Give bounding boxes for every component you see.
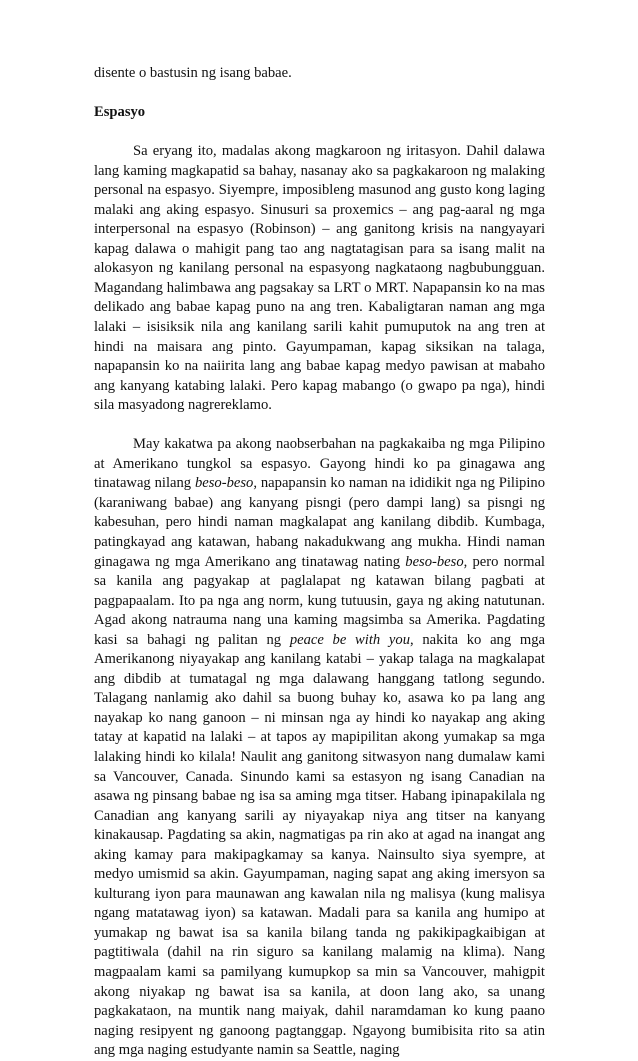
italic-term: beso-beso	[194, 475, 254, 492]
italic-term: beso-beso	[405, 553, 464, 570]
section-heading: Espasyo	[94, 104, 146, 121]
paragraph-proxemics: Sa eryang ito, madalas akong magkaroon ng iritasyon. Dahil dalawa lang kaming magkapatid sa bahay, nasanay ako sa pagkakaroon ng malaking personal na espasyo. Siyempre, imposibleng masunod ang gusto kong laging malaki ang aking espasyo. Sinusuri sa proxemics – ang pag-aaral ng mga interpersonal na espasyo (Robinson) – ang ganitong krisis na nangyayari kapag dalawa o mahigit pang tao ang nagtatagisan para sa isang malit na alokasyon ng kanilang personal na espasyong nagkataong nagbubungguan. Magandang halimbawa ang pagsakay sa LRT o MRT. Napapansin ko na mas delikado ang babae kapag puno na ang tren. Kabaligtaran naman ang mga lalaki – isisiksik nila ang kanilang sarili kahit pumuputok na ang tren at hindi na maisara ang pinto. Gayumpaman, kapag siksikan na talaga, napapansin ko na naiirita lang ang babae kapag medyo pawisan at mabaho ang kanyang katabing lalaki. Pero kapag mabango (o gwapo pa nga), hindi sila masyadong nagrereklamo.	[94, 143, 545, 414]
paragraph-text: , nakita ko ang mga Amerikanong niyayakap ang kanilang katabi – yakap talaga na magkalapat ang dibdib at tumatagal ng mga dalawang hanggang tatlong segundo. Talagang nanlamig ako dahil sa buong buhay ko, asawa ko pa lang ang nayakap ko nang ganoon – ni minsan nga ay hindi ko nayakap ang aking tatay at kapatid na lalaki – at tapos ay mapipilitan akong yumakap sa mga lalaking hindi ko kilala! Naulit ang ganitong sitwasyon nang dumalaw kami sa Vancouver, Canada. Sinundo kami sa estasyon ng isang Canadian na asawa ng pinsang babae ng isa sa aming mga titser. Habang ipinapakilala ng Canadian ang kanyang sarili ay niyayakap niya ang titser na kanyang kinakausap. Pagdating sa akin, nagmatigas pa rin ako at agad na inangat ang aking kamay para makipagkamay sa kanya. Nainsulto siya syempre, at medyo umismid sa akin. Gayumpaman, naging sapat ang aking imersyon sa kulturang iyon para maunawan ang kawalan nila ng malisya (kung malisya ngang matatawag iyon) sa katawan. Madali para sa kanila ang humipo at yumakap ng bawat isa sa kanila bilang tanda ng pakikipagkaibigan at pagtitiwala (dahil na rin siguro sa kanilang malamig na klima). Nang magpaalam kami sa pamilyang kumupkop sa min sa Vancouver, mahigpit akong niyakap ng bawat isa sa kanila, at doon lang ako, sa unang pagkakataon, na muntik nang maiyak, dahil naramdaman ko kung paano naging resipyent ng ganoong pagtanggap. Ngayong bumibisita rito sa atin ang mga naging estudyante namin sa Seattle, naging	[94, 631, 545, 1059]
opening-fragment: disente o bastusin ng isang babae.	[94, 65, 292, 81]
italic-term: peace be with you	[289, 631, 410, 648]
document-page	[94, 64, 545, 1061]
paragraph-text: May kakatwa pa akong naobserbahan na pagkakaiba ng mga Pilipino at Amerikano tungkol sa espasyo. Gayong hindi ko pa ginagawa ang tinatawag nilang	[94, 436, 545, 492]
paragraph-text: , pero normal sa kanila ang pagyakap at paglalapat ng katawan bilang pagbati at pagpapaalam. Ito pa nga ang norm, kung tutuusin, gaya ng aking natutunan. Agad akong natrauma nang una kaming magsimba sa Amerika. Pagdating kasi sa bahagi ng palitan ng	[94, 553, 545, 648]
paragraph-beso-beso	[94, 435, 545, 1061]
paragraph-text: , napapansin ko naman na ididikit nga ng Pilipino (karaniwang babae) ang kanyang pisngi (pero dampi lang) sa pisngi ng kabesuhan, pero hindi naman magkalapat ang kanilang dibdib. Kumbaga, patingkayad ang katawan, habang nakadukwang ang mukha. Hindi naman ginagawa ng mga Amerikano ang tinatawag nating	[94, 475, 545, 570]
